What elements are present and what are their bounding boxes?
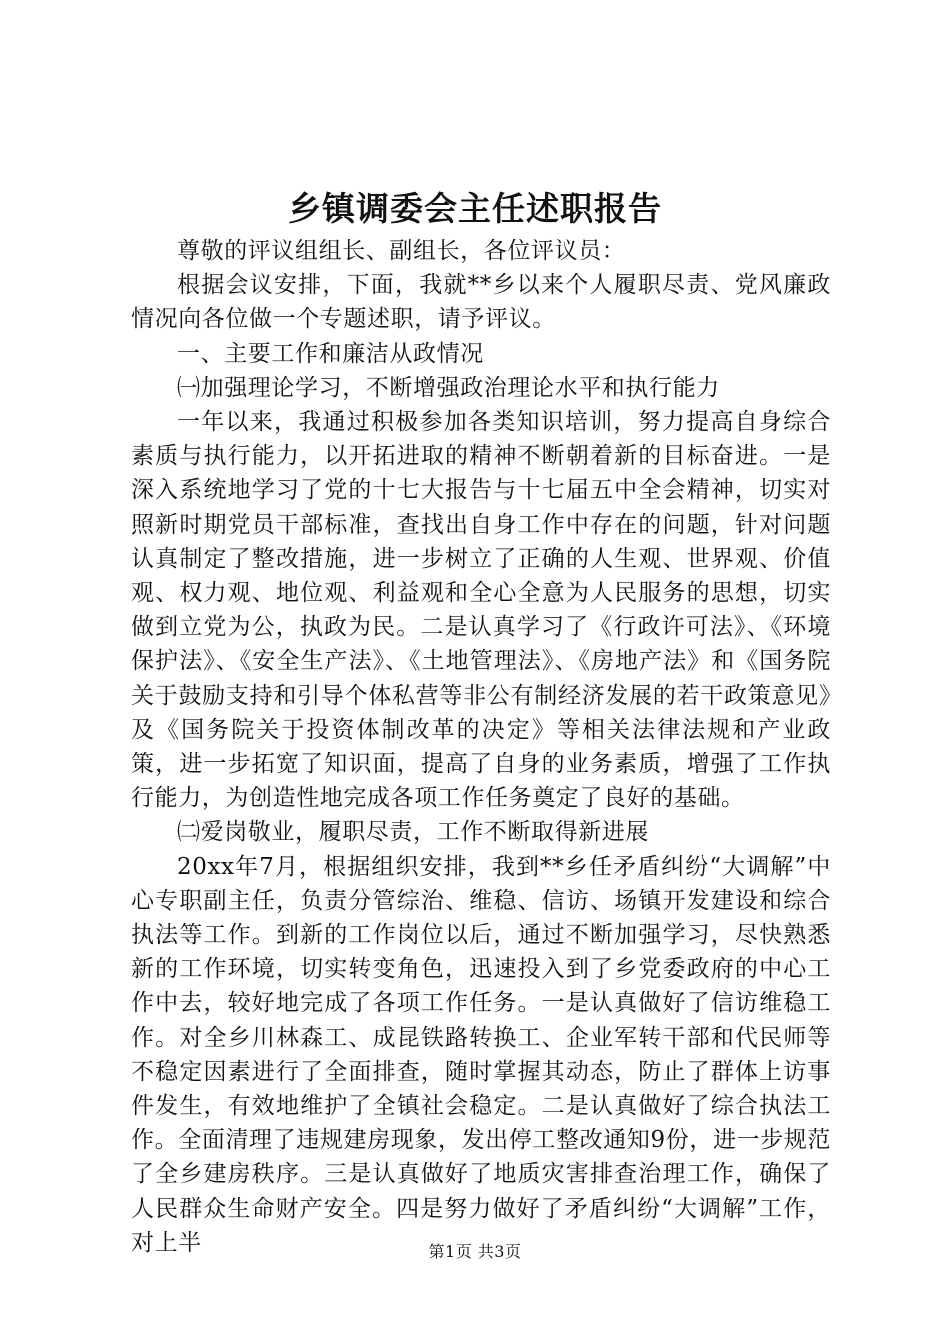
page-footer: 第1页 共3页 <box>428 1242 522 1261</box>
body-paragraph: 20xx年7月，根据组织安排，我到**乡任矛盾纠纷“大调解”中心专职副主任，负责分管综治、维稳、信访、场镇开发建设和综合执法等工作。到新的工作岗位以后，通过不断加强学习，尽快熟悉新的工作环境，切实转变角色，迅速投入到了乡党委政府的中心工作中去，较好地完成了各项工作任务。一是认真做好了信访维稳工作。对全乡川林森工、成昆铁路转换工、企业军转干部和代民师等不稳定因素进行了全面排查，随时掌握其动态，防止了群体上访事件发生，有效地维护了全镇社会稳定。二是认真做好了综合执法工作。全面清理了违规建房现象，发出停工整改通知9份，进一步规范了全乡建房秩序。三是认真做好了地质灾害排查治理工作，确保了人民群众生命财产安全。四是努力做好了矛盾纠纷“大调解”工作，对上半 <box>131 853 831 1256</box>
body-paragraph: 一年以来，我通过积极参加各类知识培训，努力提高自身综合素质与执行能力，以开拓进取的精神不断朝着新的目标奋进。一是深入系统地学习了党的十七大报告与十七届五中全会精神，切实对照新时期党员干部标准，查找出自身工作中存在的问题，针对问题认真制定了整改措施，进一步树立了正确的人生观、世界观、价值观、权力观、地位观、利益观和全心全意为人民服务的思想，切实做到立党为公，执政为民。二是认真学习了《行政许可法》、《环境保护法》、《安全生产法》、《土地管理法》、《房地产法》和《国务院关于鼓励支持和引导个体私营等非公有制经济发展的若干政策意见》及《国务院关于投资体制改革的决定》等相关法律法规和产业政策，进一步拓宽了知识面，提高了自身的业务素质，增强了工作执行能力，为创造性地完成各项工作任务奠定了良好的基础。 <box>131 409 831 812</box>
subsection-heading: ㈡爱岗敬业，履职尽责，工作不断取得新进展 <box>177 819 649 846</box>
document-body <box>131 234 831 1260</box>
document-title: 乡镇调委会主任述职报告 <box>288 189 662 228</box>
intro-paragraph: 根据会议安排，下面，我就**乡以来个人履职尽责、党风廉政情况向各位做一个专题述职，请予评议。 <box>131 272 831 333</box>
subsection-heading: ㈠加强理论学习，不断增强政治理论水平和执行能力 <box>177 374 720 401</box>
section-heading: 一、主要工作和廉洁从政情况 <box>177 340 484 367</box>
salutation-paragraph: 尊敬的评议组组长、副组长，各位评议员： <box>177 238 626 264</box>
